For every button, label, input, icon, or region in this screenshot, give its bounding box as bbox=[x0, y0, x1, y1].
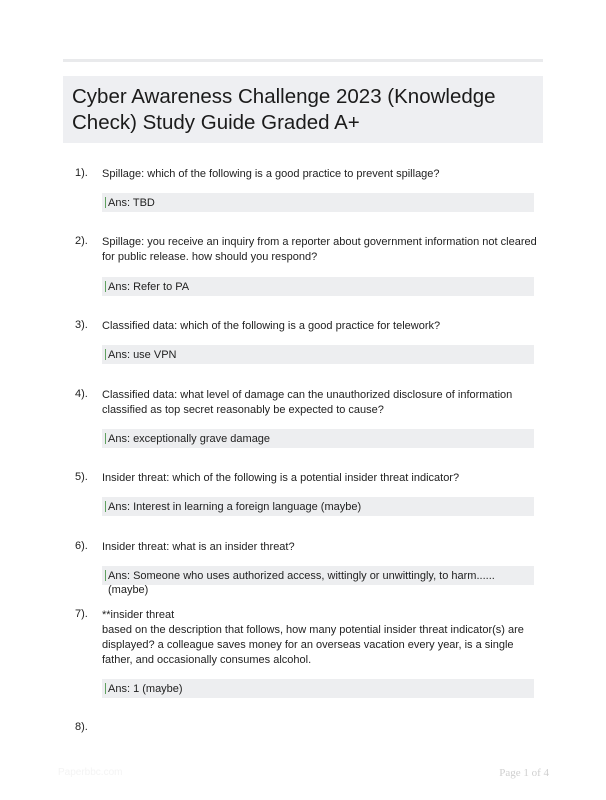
question-number: 2). bbox=[75, 235, 88, 247]
question-text: Classified data: which of the following is a good practice for telework? bbox=[102, 320, 441, 332]
question-text: Insider threat: which of the following is a potential insider threat indicator? bbox=[102, 472, 460, 484]
footer-watermark: Paperbbc.com bbox=[58, 767, 123, 778]
title-banner bbox=[63, 76, 543, 143]
answer-box: Ans: Someone who uses authorized access, wittingly or unwittingly, to harm...... (maybe) bbox=[102, 566, 534, 585]
question-text: **insider threat based on the description that follows, how many potential insider threat indicator(s) are displayed? a colleague saves money for an overseas vacation every year, is a single father, and occasionally consumes alcohol. bbox=[102, 609, 524, 666]
answer-box: Ans: Refer to PA bbox=[102, 277, 534, 296]
question-text: Spillage: you receive an inquiry from a reporter about government information not cleared for public release. how should you respond? bbox=[102, 236, 537, 263]
top-divider bbox=[63, 59, 543, 62]
question-number: 6). bbox=[75, 540, 88, 552]
question-number: 5). bbox=[75, 471, 88, 483]
question-text: Classified data: what level of damage can the unauthorized disclosure of information classified as top secret reasonably be expected to cause? bbox=[102, 389, 513, 416]
answer-box: Ans: TBD bbox=[102, 193, 534, 212]
question-number: 4). bbox=[75, 388, 88, 400]
question-text: Insider threat: what is an insider threat? bbox=[102, 541, 295, 553]
question-number: 3). bbox=[75, 319, 88, 331]
answer-box: Ans: 1 (maybe) bbox=[102, 679, 534, 698]
question-number: 1). bbox=[75, 167, 88, 179]
question-number: 8). bbox=[75, 721, 88, 733]
question-number: 7). bbox=[75, 608, 88, 620]
question-text: Spillage: which of the following is a good practice to prevent spillage? bbox=[102, 168, 440, 180]
answer-box: Ans: Interest in learning a foreign language (maybe) bbox=[102, 497, 534, 516]
answer-box: Ans: exceptionally grave damage bbox=[102, 429, 534, 448]
document-title: Cyber Awareness Challenge 2023 (Knowledge Check) Study Guide Graded A+ bbox=[72, 85, 496, 134]
answer-box: Ans: use VPN bbox=[102, 345, 534, 364]
page-indicator: Page 1 of 4 bbox=[499, 767, 549, 779]
